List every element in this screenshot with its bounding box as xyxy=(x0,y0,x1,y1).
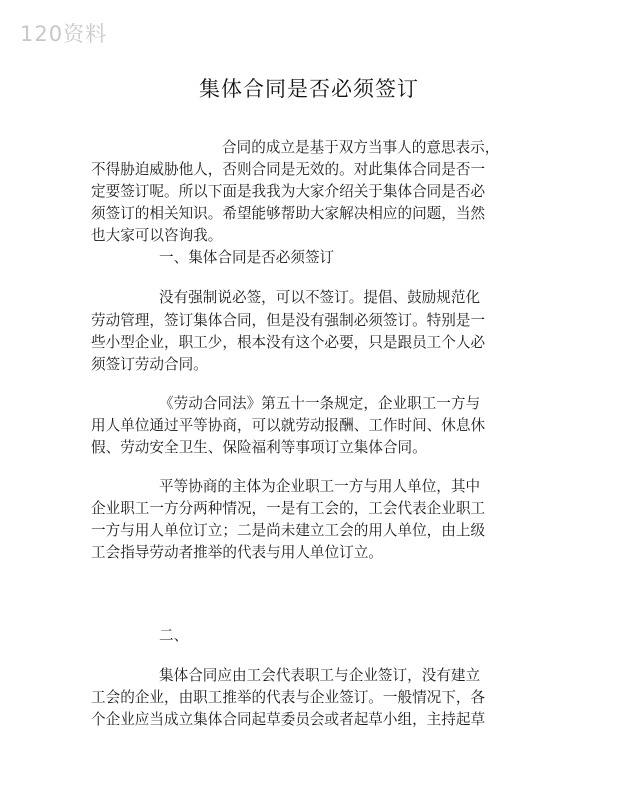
document-title: 集体合同是否必须签订 xyxy=(199,77,419,101)
para3-line-1: 平等协商的主体为企业职工一方与用人单位，其中 xyxy=(159,478,481,495)
para3-line-4: 工会指导劳动者推举的代表与用人单位订立。 xyxy=(91,544,383,561)
intro-line-3: 定要签订呢。所以下面是我我为大家介绍关于集体合同是否必 xyxy=(91,183,486,200)
intro-line-1: 合同的成立是基于双方当事人的意思表示， xyxy=(222,139,500,156)
para3-line-2: 企业职工一方分两种情况，一是有工会的，工会代表企业职工 xyxy=(91,500,486,517)
para1-line-4: 须签订劳动合同。 xyxy=(91,356,208,373)
para2-line-3: 假、劳动安全卫生、保险福利等事项订立集体合同。 xyxy=(91,439,427,456)
para2-line-1: 《劳动合同法》第五十一条规定，企业职工一方与 xyxy=(159,395,481,412)
intro-line-4: 须签订的相关知识。希望能够帮助大家解决相应的问题，当然 xyxy=(91,205,486,222)
para2-line-2: 用人单位通过平等协商，可以就劳动报酬、工作时间、休息休 xyxy=(91,417,486,434)
para3-line-3: 一方与用人单位订立；二是尚未建立工会的用人单位，由上级 xyxy=(91,522,486,539)
section-heading-1: 一、集体合同是否必须签订 xyxy=(159,249,335,266)
para4-line-2: 工会的企业，由职工推举的代表与企业签订。一般情况下，各 xyxy=(91,689,486,706)
para4-line-3: 个企业应当成立集体合同起草委员会或者起草小组，主持起草 xyxy=(91,711,486,728)
para1-line-2: 劳动管理，签订集体合同，但是没有强制必须签订。特别是一 xyxy=(91,312,486,329)
para1-line-3: 些小型企业，职工少，根本没有这个必要，只是跟员工个人必 xyxy=(91,334,486,351)
watermark: 120资料 xyxy=(20,22,108,46)
intro-line-5: 也大家可以咨询我。 xyxy=(91,227,223,244)
para4-line-1: 集体合同应由工会代表职工与企业签订，没有建立 xyxy=(159,667,481,684)
intro-line-2: 不得胁迫威胁他人，否则合同是无效的。对此集体合同是否一 xyxy=(91,161,486,178)
section-heading-2: 二、 xyxy=(159,627,189,644)
para1-line-1: 没有强制说必签，可以不签订。提倡、鼓励规范化 xyxy=(159,289,481,306)
